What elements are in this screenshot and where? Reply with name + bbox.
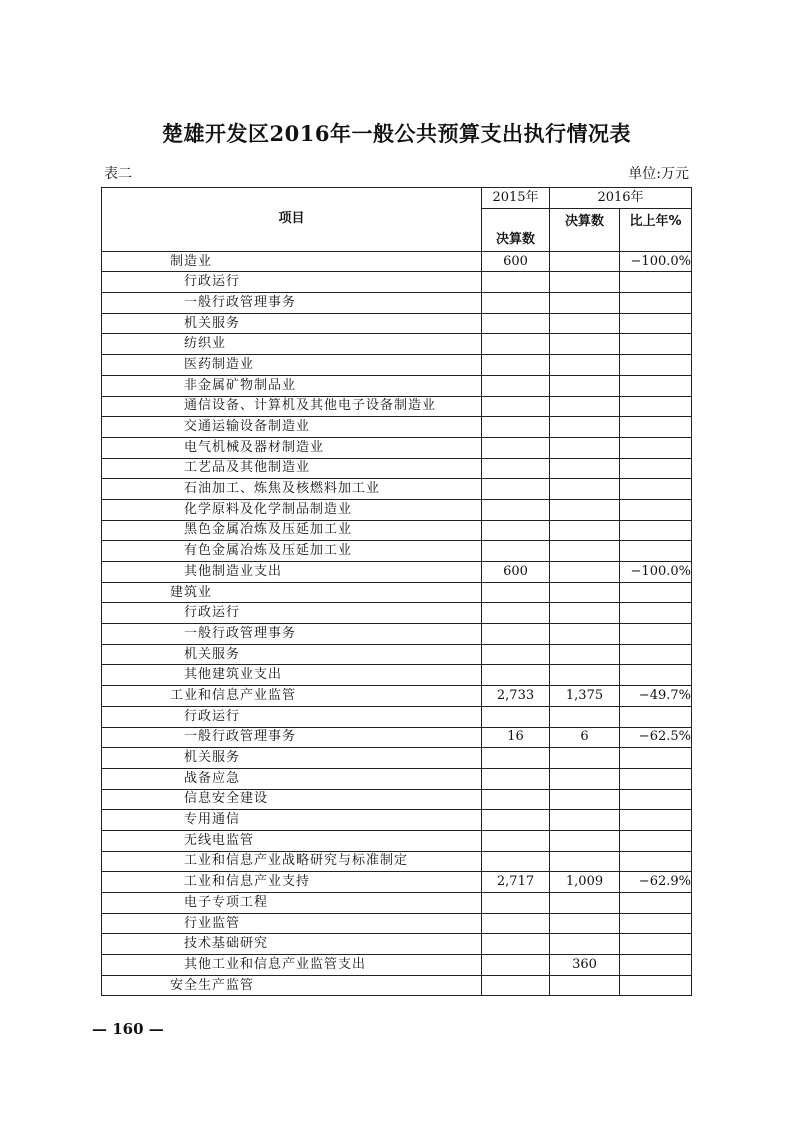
row-name: 无线电监管 (102, 830, 482, 851)
table-row (102, 913, 692, 934)
table-row (102, 396, 692, 417)
row-value-2015 (482, 665, 550, 686)
row-value-2016: 360 (550, 955, 620, 976)
row-name: 黑色金属冶炼及压延加工业 (102, 520, 482, 541)
row-change-pct (620, 582, 692, 603)
row-value-2015 (482, 810, 550, 831)
table-row (102, 375, 692, 396)
row-change-pct (620, 417, 692, 438)
row-value-2015 (482, 355, 550, 376)
row-value-2016 (550, 789, 620, 810)
row-value-2016 (550, 934, 620, 955)
row-name: 一般行政管理事务 (102, 624, 482, 645)
row-value-2015 (482, 272, 550, 293)
row-value-2016 (550, 355, 620, 376)
row-value-2016 (550, 562, 620, 583)
row-name: 石油加工、炼焦及核燃料加工业 (102, 479, 482, 500)
header-row-years (102, 188, 692, 209)
row-name: 行业监管 (102, 913, 482, 934)
budget-table (101, 187, 692, 996)
table-row (102, 479, 692, 500)
table-row (102, 458, 692, 479)
row-change-pct (620, 644, 692, 665)
row-change-pct (620, 479, 692, 500)
header-year-2016: 2016年 (550, 188, 692, 209)
row-value-2016 (550, 975, 620, 996)
row-value-2015 (482, 520, 550, 541)
row-change-pct (620, 830, 692, 851)
row-value-2016 (550, 437, 620, 458)
table-row (102, 603, 692, 624)
row-value-2016 (550, 499, 620, 520)
row-change-pct (620, 272, 692, 293)
row-value-2016 (550, 313, 620, 334)
row-value-2015 (482, 582, 550, 603)
table-row (102, 810, 692, 831)
row-change-pct (620, 437, 692, 458)
table-row (102, 706, 692, 727)
row-value-2015 (482, 934, 550, 955)
row-value-2015 (482, 955, 550, 976)
table-row (102, 768, 692, 789)
row-name: 化学原料及化学制品制造业 (102, 499, 482, 520)
row-value-2016 (550, 913, 620, 934)
row-name: 其他制造业支出 (102, 562, 482, 583)
table-row (102, 355, 692, 376)
table-row (102, 686, 692, 707)
row-value-2015 (482, 624, 550, 645)
row-change-pct (620, 541, 692, 562)
table-row (102, 955, 692, 976)
row-name: 非金属矿物制品业 (102, 375, 482, 396)
row-change-pct (620, 624, 692, 645)
row-change-pct (620, 293, 692, 314)
table-row (102, 520, 692, 541)
row-name: 医药制造业 (102, 355, 482, 376)
table-row (102, 934, 692, 955)
row-value-2015: 2,733 (482, 686, 550, 707)
row-name: 工业和信息产业战略研究与标准制定 (102, 851, 482, 872)
table-row (102, 975, 692, 996)
row-value-2016 (550, 810, 620, 831)
row-change-pct: −100.0% (620, 562, 692, 583)
table-row (102, 499, 692, 520)
table-row (102, 748, 692, 769)
row-change-pct (620, 955, 692, 976)
row-value-2015 (482, 375, 550, 396)
table-row (102, 272, 692, 293)
row-change-pct: −62.9% (620, 872, 692, 893)
table-row (102, 293, 692, 314)
row-name: 行政运行 (102, 706, 482, 727)
row-name: 行政运行 (102, 603, 482, 624)
row-value-2016 (550, 272, 620, 293)
row-name: 其他工业和信息产业监管支出 (102, 955, 482, 976)
row-value-2016 (550, 334, 620, 355)
row-change-pct (620, 893, 692, 914)
table-row (102, 541, 692, 562)
row-value-2015 (482, 789, 550, 810)
row-name: 电气机械及器材制造业 (102, 437, 482, 458)
row-value-2016 (550, 644, 620, 665)
table-row (102, 582, 692, 603)
row-value-2016 (550, 251, 620, 272)
row-value-2015 (482, 396, 550, 417)
row-name: 技术基础研究 (102, 934, 482, 955)
table-row (102, 562, 692, 583)
row-value-2016 (550, 830, 620, 851)
row-value-2016: 1,009 (550, 872, 620, 893)
row-name: 机关服务 (102, 644, 482, 665)
row-change-pct (620, 975, 692, 996)
row-value-2015: 2,717 (482, 872, 550, 893)
header-col-2015: 决算数 (482, 208, 550, 251)
row-value-2016 (550, 396, 620, 417)
row-value-2015 (482, 768, 550, 789)
row-value-2015 (482, 603, 550, 624)
table-row (102, 313, 692, 334)
row-value-2015 (482, 313, 550, 334)
row-name: 工业和信息产业监管 (102, 686, 482, 707)
table-row (102, 851, 692, 872)
table-row (102, 334, 692, 355)
table-row (102, 644, 692, 665)
table-row (102, 872, 692, 893)
row-value-2015 (482, 893, 550, 914)
row-value-2015 (482, 706, 550, 727)
row-change-pct (620, 810, 692, 831)
table-row (102, 251, 692, 272)
table-row (102, 893, 692, 914)
row-name: 交通运输设备制造业 (102, 417, 482, 438)
row-change-pct (620, 396, 692, 417)
row-value-2016 (550, 748, 620, 769)
row-value-2016 (550, 479, 620, 500)
row-value-2015 (482, 913, 550, 934)
table-row (102, 665, 692, 686)
row-value-2015 (482, 499, 550, 520)
row-change-pct (620, 706, 692, 727)
row-value-2016 (550, 706, 620, 727)
row-value-2015 (482, 975, 550, 996)
table-row (102, 727, 692, 748)
header-col-2016: 决算数 (550, 208, 620, 251)
row-name: 有色金属冶炼及压延加工业 (102, 541, 482, 562)
row-value-2015 (482, 458, 550, 479)
row-change-pct (620, 789, 692, 810)
row-value-2015 (482, 417, 550, 438)
row-change-pct (620, 520, 692, 541)
row-change-pct (620, 499, 692, 520)
row-value-2016 (550, 520, 620, 541)
row-change-pct (620, 355, 692, 376)
table-row (102, 624, 692, 645)
row-name: 行政运行 (102, 272, 482, 293)
row-value-2016 (550, 417, 620, 438)
row-value-2016 (550, 768, 620, 789)
row-value-2015 (482, 830, 550, 851)
row-change-pct (620, 375, 692, 396)
row-name: 安全生产监管 (102, 975, 482, 996)
row-value-2015 (482, 479, 550, 500)
row-change-pct (620, 748, 692, 769)
row-change-pct: −49.7% (620, 686, 692, 707)
page-number: — 160 — (92, 1020, 164, 1038)
row-change-pct (620, 913, 692, 934)
row-name: 纺织业 (102, 334, 482, 355)
row-value-2016 (550, 603, 620, 624)
row-value-2016 (550, 624, 620, 645)
row-name: 机关服务 (102, 313, 482, 334)
row-value-2016 (550, 293, 620, 314)
row-name: 一般行政管理事务 (102, 293, 482, 314)
row-name: 电子专项工程 (102, 893, 482, 914)
table-row (102, 830, 692, 851)
header-year-2015: 2015年 (482, 188, 550, 209)
row-value-2016: 6 (550, 727, 620, 748)
row-value-2016: 1,375 (550, 686, 620, 707)
row-change-pct: −62.5% (620, 727, 692, 748)
row-value-2015: 16 (482, 727, 550, 748)
row-value-2015 (482, 437, 550, 458)
row-name: 通信设备、计算机及其他电子设备制造业 (102, 396, 482, 417)
row-name: 信息安全建设 (102, 789, 482, 810)
row-value-2016 (550, 893, 620, 914)
table-label: 表二 (104, 166, 132, 182)
header-item: 项目 (102, 188, 482, 252)
row-value-2015 (482, 748, 550, 769)
unit-label: 单位:万元 (628, 166, 689, 182)
table-row (102, 789, 692, 810)
table-row (102, 417, 692, 438)
row-value-2016 (550, 851, 620, 872)
row-name: 其他建筑业支出 (102, 665, 482, 686)
row-change-pct (620, 603, 692, 624)
row-change-pct (620, 934, 692, 955)
row-value-2016 (550, 375, 620, 396)
row-name: 一般行政管理事务 (102, 727, 482, 748)
row-value-2015 (482, 851, 550, 872)
row-change-pct (620, 313, 692, 334)
row-change-pct (620, 665, 692, 686)
row-value-2016 (550, 541, 620, 562)
row-change-pct (620, 851, 692, 872)
table-row (102, 437, 692, 458)
row-value-2015 (482, 644, 550, 665)
row-change-pct (620, 334, 692, 355)
row-value-2016 (550, 458, 620, 479)
row-value-2015: 600 (482, 251, 550, 272)
table-body (102, 251, 692, 996)
row-value-2016 (550, 582, 620, 603)
row-name: 机关服务 (102, 748, 482, 769)
row-name: 建筑业 (102, 582, 482, 603)
page-title: 楚雄开发区2016年一般公共预算支出执行情况表 (162, 121, 631, 146)
row-name: 专用通信 (102, 810, 482, 831)
row-change-pct (620, 458, 692, 479)
row-value-2015 (482, 541, 550, 562)
row-change-pct (620, 768, 692, 789)
row-name: 工艺品及其他制造业 (102, 458, 482, 479)
header-col-change: 比上年% (620, 208, 692, 251)
row-name: 工业和信息产业支持 (102, 872, 482, 893)
row-value-2016 (550, 665, 620, 686)
row-name: 制造业 (102, 251, 482, 272)
row-value-2015 (482, 334, 550, 355)
row-value-2015 (482, 293, 550, 314)
row-value-2015: 600 (482, 562, 550, 583)
row-name: 战备应急 (102, 768, 482, 789)
row-change-pct: −100.0% (620, 251, 692, 272)
